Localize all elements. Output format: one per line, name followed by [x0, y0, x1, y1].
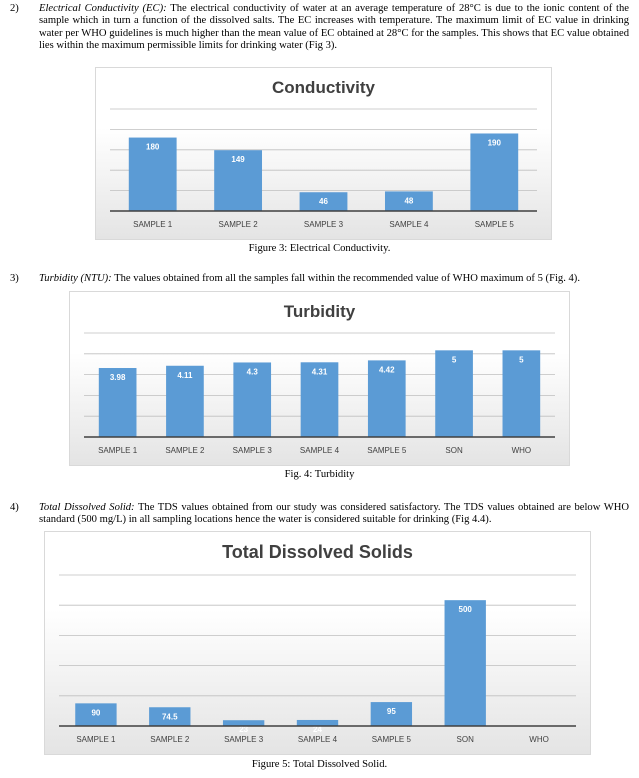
x-tick-sample-4: SAMPLE 4	[297, 735, 338, 744]
turbidity-text: The values obtained from all the samples fall within the recommended value of WHO maximum of 5 (Fig. 4).	[111, 273, 580, 284]
data-label-sample-5: 95	[386, 707, 396, 717]
x-tick-sample-5: SAMPLE 5	[474, 220, 514, 229]
x-tick-sample-4: SAMPLE 4	[299, 446, 340, 455]
ec-section-number: 2)	[10, 3, 19, 14]
x-tick-son: SON	[456, 735, 474, 744]
ec-text: The electrical conductivity of water at an average temperature of 28°C is due to the ionic content of the sample which in turn a function of the dissolved salts. The EC increases with temperature. The maximum limit of EC value in drinking water per WHO guidelines is much higher than the mean value of EC obtained at 28°C for the samples. This shows that EC value obtained lies within the maximum permissible limits for drinking water (Fig 3).	[39, 3, 629, 52]
x-tick-who: WHO	[529, 735, 549, 744]
x-tick-sample-3: SAMPLE 3	[224, 735, 264, 744]
figure-4-caption: Fig. 4: Turbidity	[284, 469, 355, 480]
tds-paragraph	[10, 502, 629, 527]
chart-title: Turbidity	[283, 302, 356, 321]
data-label-sample-2: 149	[231, 155, 245, 165]
chart-title: Conductivity	[272, 78, 375, 97]
x-tick-sample-2: SAMPLE 2	[165, 446, 205, 455]
data-label-sample-1: 90	[91, 708, 101, 718]
chart-svg	[96, 68, 551, 239]
data-label-sample-3: 23	[239, 725, 249, 735]
x-tick-sample-2: SAMPLE 2	[218, 220, 258, 229]
data-label-who: 5	[519, 355, 524, 365]
x-tick-sample-5: SAMPLE 5	[367, 446, 407, 455]
data-label-sample-5: 4.42	[378, 365, 395, 375]
turbidity-chart	[69, 291, 570, 466]
x-tick-sample-1: SAMPLE 1	[76, 735, 116, 744]
figure-3-caption: Figure 3: Electrical Conductivity.	[248, 243, 391, 254]
figure-5-caption: Figure 5: Total Dissolved Solid.	[251, 759, 388, 770]
chart-svg	[45, 532, 590, 754]
x-tick-sample-5: SAMPLE 5	[371, 735, 411, 744]
data-label-sample-5: 190	[487, 138, 501, 148]
x-tick-sample-3: SAMPLE 3	[232, 446, 272, 455]
data-label-sample-3: 4.3	[246, 367, 258, 377]
data-label-son: 500	[458, 605, 472, 615]
bar-son	[445, 600, 486, 726]
tds-chart	[44, 531, 591, 755]
data-label-sample-4: 4.31	[311, 367, 328, 377]
data-label-son: 5	[451, 355, 457, 365]
turbidity-paragraph	[10, 273, 629, 285]
tds-text: The TDS values obtained from our study was considered satisfactory. The TDS values obtained are below WHO standard (500 mg/L) in all sampling locations hence the water is considered suitable for drinking (Fig 4.4).	[39, 502, 630, 526]
x-tick-sample-3: SAMPLE 3	[303, 220, 344, 229]
data-label-sample-1: 180	[146, 142, 160, 152]
turbidity-section-number: 3)	[10, 273, 19, 284]
ec-paragraph	[10, 3, 629, 53]
chart-title: Total Dissolved Solids	[222, 542, 413, 562]
data-label-sample-2: 74.5	[161, 712, 178, 722]
data-label-sample-4: 48	[404, 196, 414, 206]
x-tick-sample-4: SAMPLE 4	[389, 220, 429, 229]
ec-term: Electrical Conductivity (EC):	[39, 3, 167, 14]
x-tick-who: WHO	[511, 446, 532, 455]
tds-term: Total Dissolved Solid:	[39, 502, 135, 513]
data-label-sample-3: 46	[319, 197, 328, 207]
x-tick-son: SON	[445, 446, 463, 455]
data-label-sample-2: 4.11	[177, 370, 193, 380]
chart-svg	[70, 292, 569, 465]
tds-section-number: 4)	[10, 502, 19, 513]
x-tick-sample-1: SAMPLE 1	[133, 220, 173, 229]
x-tick-sample-2: SAMPLE 2	[150, 735, 190, 744]
data-label-sample-4: 24	[313, 724, 322, 734]
x-tick-sample-1: SAMPLE 1	[98, 446, 138, 455]
conductivity-chart	[95, 67, 552, 240]
turbidity-term: Turbidity (NTU):	[39, 273, 112, 284]
data-label-sample-1: 3.98	[109, 373, 126, 383]
